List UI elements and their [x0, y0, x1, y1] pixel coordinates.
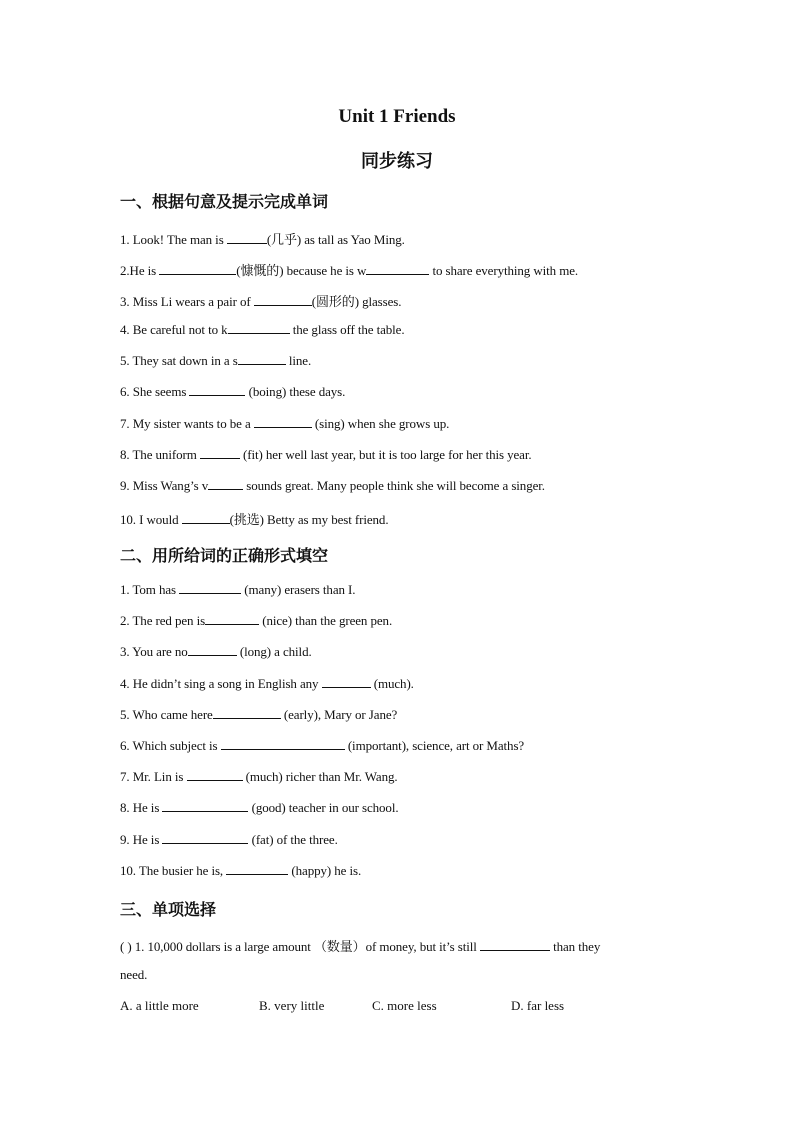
s1-question-10: 10. I would (挑选) Betty as my best friend.	[120, 512, 389, 527]
answer-blank[interactable]	[182, 512, 230, 524]
s2-question-7: 7. Mr. Lin is (much) richer than Mr. Wang.	[120, 769, 398, 784]
answer-blank[interactable]	[322, 676, 371, 688]
s2-question-10: 10. The busier he is, (happy) he is.	[120, 863, 362, 878]
answer-blank[interactable]	[205, 613, 259, 625]
answer-blank[interactable]	[254, 416, 312, 428]
s1-question-7: 7. My sister wants to be a (sing) when she grows up.	[120, 416, 450, 431]
answer-blank[interactable]	[228, 322, 290, 334]
s1-question-5: 5. They sat down in a s line.	[120, 353, 312, 368]
s2-question-4: 4. He didn’t sing a song in English any (much).	[120, 676, 414, 691]
answer-blank[interactable]	[221, 738, 345, 750]
section3-heading: 三、单项选择	[120, 900, 217, 919]
s3-question-1-continued: need.	[120, 967, 148, 982]
s2-question-8: 8. He is (good) teacher in our school.	[120, 800, 399, 815]
s2-question-2: 2. The red pen is (nice) than the green pen.	[120, 613, 393, 628]
s2-question-5: 5. Who came here (early), Mary or Jane?	[120, 707, 398, 722]
answer-blank[interactable]	[227, 232, 267, 244]
option-b[interactable]: B. very little	[259, 998, 325, 1013]
answer-blank[interactable]	[187, 769, 243, 781]
s1-question-9: 9. Miss Wang’s v sounds great. Many people think she will become a singer.	[120, 478, 545, 493]
answer-blank[interactable]	[200, 447, 240, 459]
s2-question-1: 1. Tom has (many) erasers than I.	[120, 582, 356, 597]
option-a[interactable]: A. a little more	[120, 998, 199, 1013]
option-d[interactable]: D. far less	[511, 998, 565, 1013]
answer-blank[interactable]	[159, 263, 236, 275]
s1-question-3: 3. Miss Li wears a pair of (圆形的) glasses.	[120, 294, 402, 309]
s1-question-6: 6. She seems (boing) these days.	[120, 384, 346, 399]
s1-question-4: 4. Be careful not to k the glass off the table.	[120, 322, 405, 337]
answer-blank[interactable]	[480, 939, 550, 951]
answer-blank[interactable]	[238, 353, 286, 365]
answer-blank[interactable]	[189, 384, 245, 396]
option-c[interactable]: C. more less	[372, 998, 437, 1013]
answer-blank[interactable]	[208, 478, 243, 490]
s3-question-1: ( ) 1. 10,000 dollars is a large amount （数量）of money, but it’s still than they	[120, 939, 601, 954]
answer-blank[interactable]	[226, 863, 288, 875]
s2-question-6: 6. Which subject is (important), science, art or Maths?	[120, 738, 525, 753]
answer-blank[interactable]	[179, 582, 241, 594]
s2-question-3: 3. You are no (long) a child.	[120, 644, 312, 659]
answer-blank[interactable]	[213, 707, 281, 719]
answer-blank[interactable]	[366, 263, 429, 275]
answer-blank[interactable]	[254, 294, 312, 306]
page-title: Unit 1 Friends	[338, 106, 456, 127]
section1-heading: 一、根据句意及提示完成单词	[120, 192, 329, 211]
s1-question-8: 8. The uniform (fit) her well last year, but it is too large for her this year.	[120, 447, 532, 462]
section2-heading: 二、用所给词的正确形式填空	[120, 546, 329, 565]
answer-blank[interactable]	[162, 800, 248, 812]
answer-blank[interactable]	[162, 832, 248, 844]
answer-blank[interactable]	[188, 644, 237, 656]
s1-question-1: 1. Look! The man is (几乎) as tall as Yao Ming.	[120, 232, 405, 247]
s1-question-2: 2.He is (慷慨的) because he is w to share everything with me.	[120, 263, 579, 278]
s2-question-9: 9. He is (fat) of the three.	[120, 832, 338, 847]
page-subtitle: 同步练习	[361, 151, 433, 172]
